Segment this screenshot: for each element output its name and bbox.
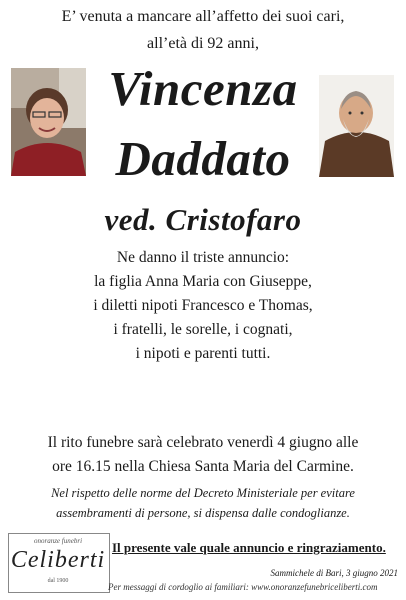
announcement-line: Ne danno il triste annuncio: <box>116 249 290 266</box>
intro-line-2: all’età di 92 anni, <box>147 35 259 52</box>
logo-top-text: onoranze funebri <box>33 537 83 545</box>
celiberti-logo <box>8 533 108 591</box>
covid-note-line-1: Nel rispetto delle norme del Decreto Ministeriale per evitare <box>51 486 355 500</box>
deceased-first-name: Vincenza <box>108 61 298 116</box>
closing-line: Il presente vale quale annuncio e ringraziamento. <box>112 540 386 555</box>
funeral-line-2: ore 16.15 nella Chiesa Santa Maria del Carmine. <box>52 458 354 475</box>
deceased-married-name: ved. Cristofaro <box>104 202 302 237</box>
funeral-line-1: Il rito funebre sarà celebrato venerdì 4 giugno alle <box>47 434 359 451</box>
covid-note-line-2: assembramenti di persone, si dispensa dalle condoglianze. <box>56 506 350 520</box>
condolence-link[interactable]: Per messaggi di cordoglio ai familiari: www.onoranzefunebriceliberti.com <box>108 582 378 592</box>
announcement-line: i fratelli, le sorelle, i cognati, <box>113 321 293 338</box>
place-date: Sammichele di Bari, 3 giugno 2021 <box>270 568 398 578</box>
deceased-last-name: Daddato <box>115 131 291 186</box>
logo-brand: Celiberti <box>10 547 106 573</box>
announcement-line: i diletti nipoti Francesco e Thomas, <box>93 297 313 314</box>
logo-since: dal 1900 <box>47 578 69 584</box>
announcement-line: la figlia Anna Maria con Giuseppe, <box>94 273 312 290</box>
intro-line-1: E’ venuta a mancare all’affetto dei suoi cari, <box>61 8 345 25</box>
announcement-line: i nipoti e parenti tutti. <box>135 345 271 362</box>
